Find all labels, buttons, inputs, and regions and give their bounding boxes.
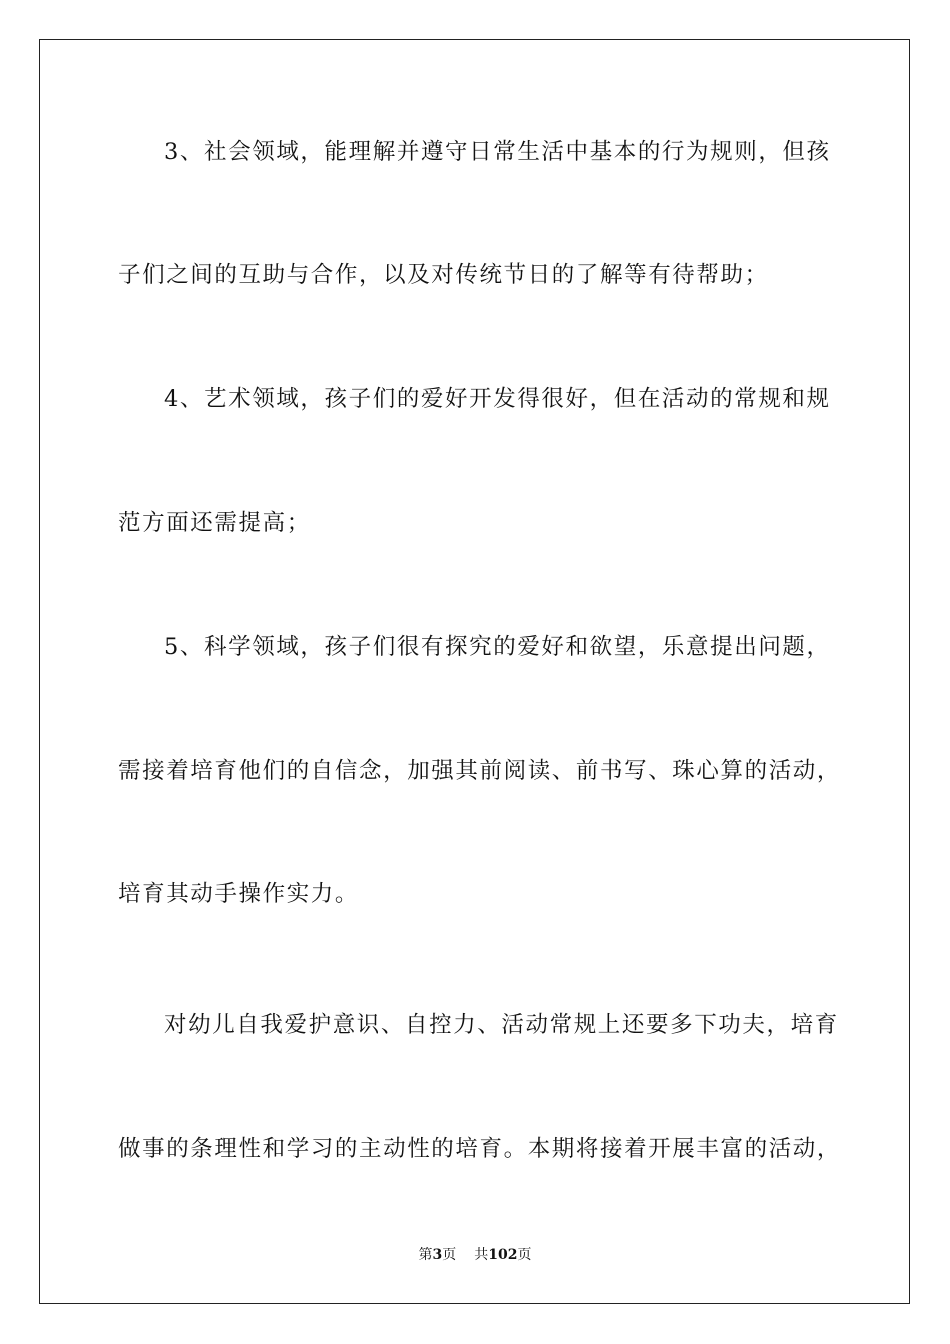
page-footer (0, 1246, 950, 1264)
page-suffix: 页 (442, 1247, 457, 1263)
text-line: 子们之间的互助与合作，以及对传统节日的了解等有待帮助； (118, 262, 769, 288)
page-prefix: 第 (418, 1247, 433, 1263)
text-line: 4、艺术领域，孩子们的爱好开发得很好，但在活动的常规和规 (164, 386, 831, 412)
text-line: 培育其动手操作实力。 (118, 881, 360, 907)
total-suffix: 页 (517, 1247, 532, 1263)
text-line: 做事的条理性和学习的主动性的培育。本期将接着开展丰富的活动， (118, 1136, 842, 1162)
total-prefix: 共 (474, 1247, 489, 1263)
text-line: 对幼儿自我爱护意识、自控力、活动常规上还要多下功夫，培育 (164, 1012, 839, 1038)
text-line: 需接着培育他们的自信念，加强其前阅读、前书写、珠心算的活动， (118, 758, 842, 784)
text-line: 5、科学领域，孩子们很有探究的爱好和欲望，乐意提出问题， (164, 634, 831, 660)
total-pages: 102 (488, 1247, 518, 1263)
page-number: 3 (432, 1247, 443, 1263)
page-border (39, 39, 910, 1304)
text-line: 3、社会领域，能理解并遵守日常生活中基本的行为规则，但孩 (164, 139, 831, 165)
text-line: 范方面还需提高； (118, 510, 311, 536)
